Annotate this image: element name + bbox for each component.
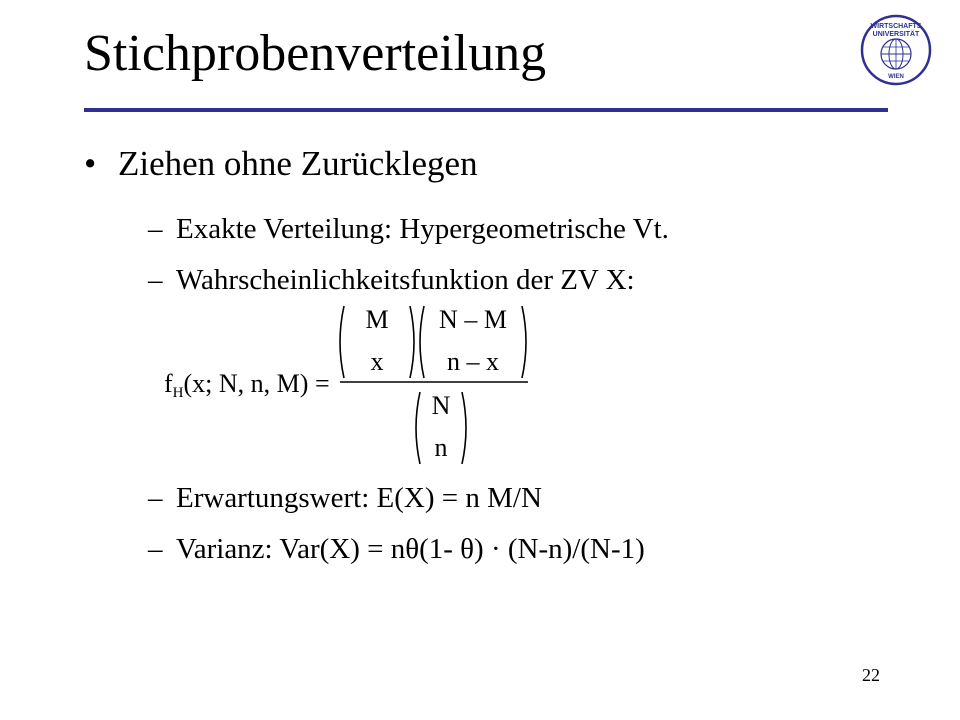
logo-text-line2: UNIVERSITÄT [872, 31, 920, 38]
dash-marker: – [148, 264, 163, 296]
sub-item-expected-value [148, 484, 542, 513]
bullet-marker: • [84, 144, 97, 183]
logo-text-line3: WIEN [888, 74, 904, 80]
binom1-top: M [365, 305, 389, 334]
dash-marker: – [148, 482, 163, 514]
sub-item-exact-distribution [148, 215, 669, 244]
dash-marker: – [148, 533, 163, 565]
slide-title: Stichprobenverteilung [84, 25, 547, 82]
title-underline [84, 108, 888, 112]
main-bullet-text: Ziehen ohne Zurücklegen [118, 144, 478, 183]
sub-item-text: Varianz: Var(X) = nθ(1- θ) · (N-n)/(N-1) [176, 533, 645, 565]
sub-item-text: Erwartungswert: E(X) = n M/N [176, 482, 542, 514]
hypergeometric-formula [160, 296, 540, 468]
logo-text-line1: WIRTSCHAFTS [870, 23, 922, 30]
university-logo [858, 12, 934, 88]
binom2-bottom: n – x [447, 347, 499, 376]
main-bullet [84, 146, 478, 181]
page-number: 22 [862, 665, 880, 685]
sub-item-text: Exakte Verteilung: Hypergeometrische Vt. [176, 213, 669, 245]
binom1-bottom: x [370, 347, 384, 376]
formula-lhs: fH(x; N, n, M) = [164, 369, 330, 401]
sub-item-text: Wahrscheinlichkeitsfunktion der ZV X: [176, 264, 635, 296]
sub-item-probability-function [148, 266, 635, 295]
binom3-top: N [431, 391, 451, 420]
binom2-top: N – M [439, 305, 507, 334]
sub-item-variance [148, 535, 645, 564]
binom3-bottom: n [434, 433, 448, 462]
dash-marker: – [148, 213, 163, 245]
